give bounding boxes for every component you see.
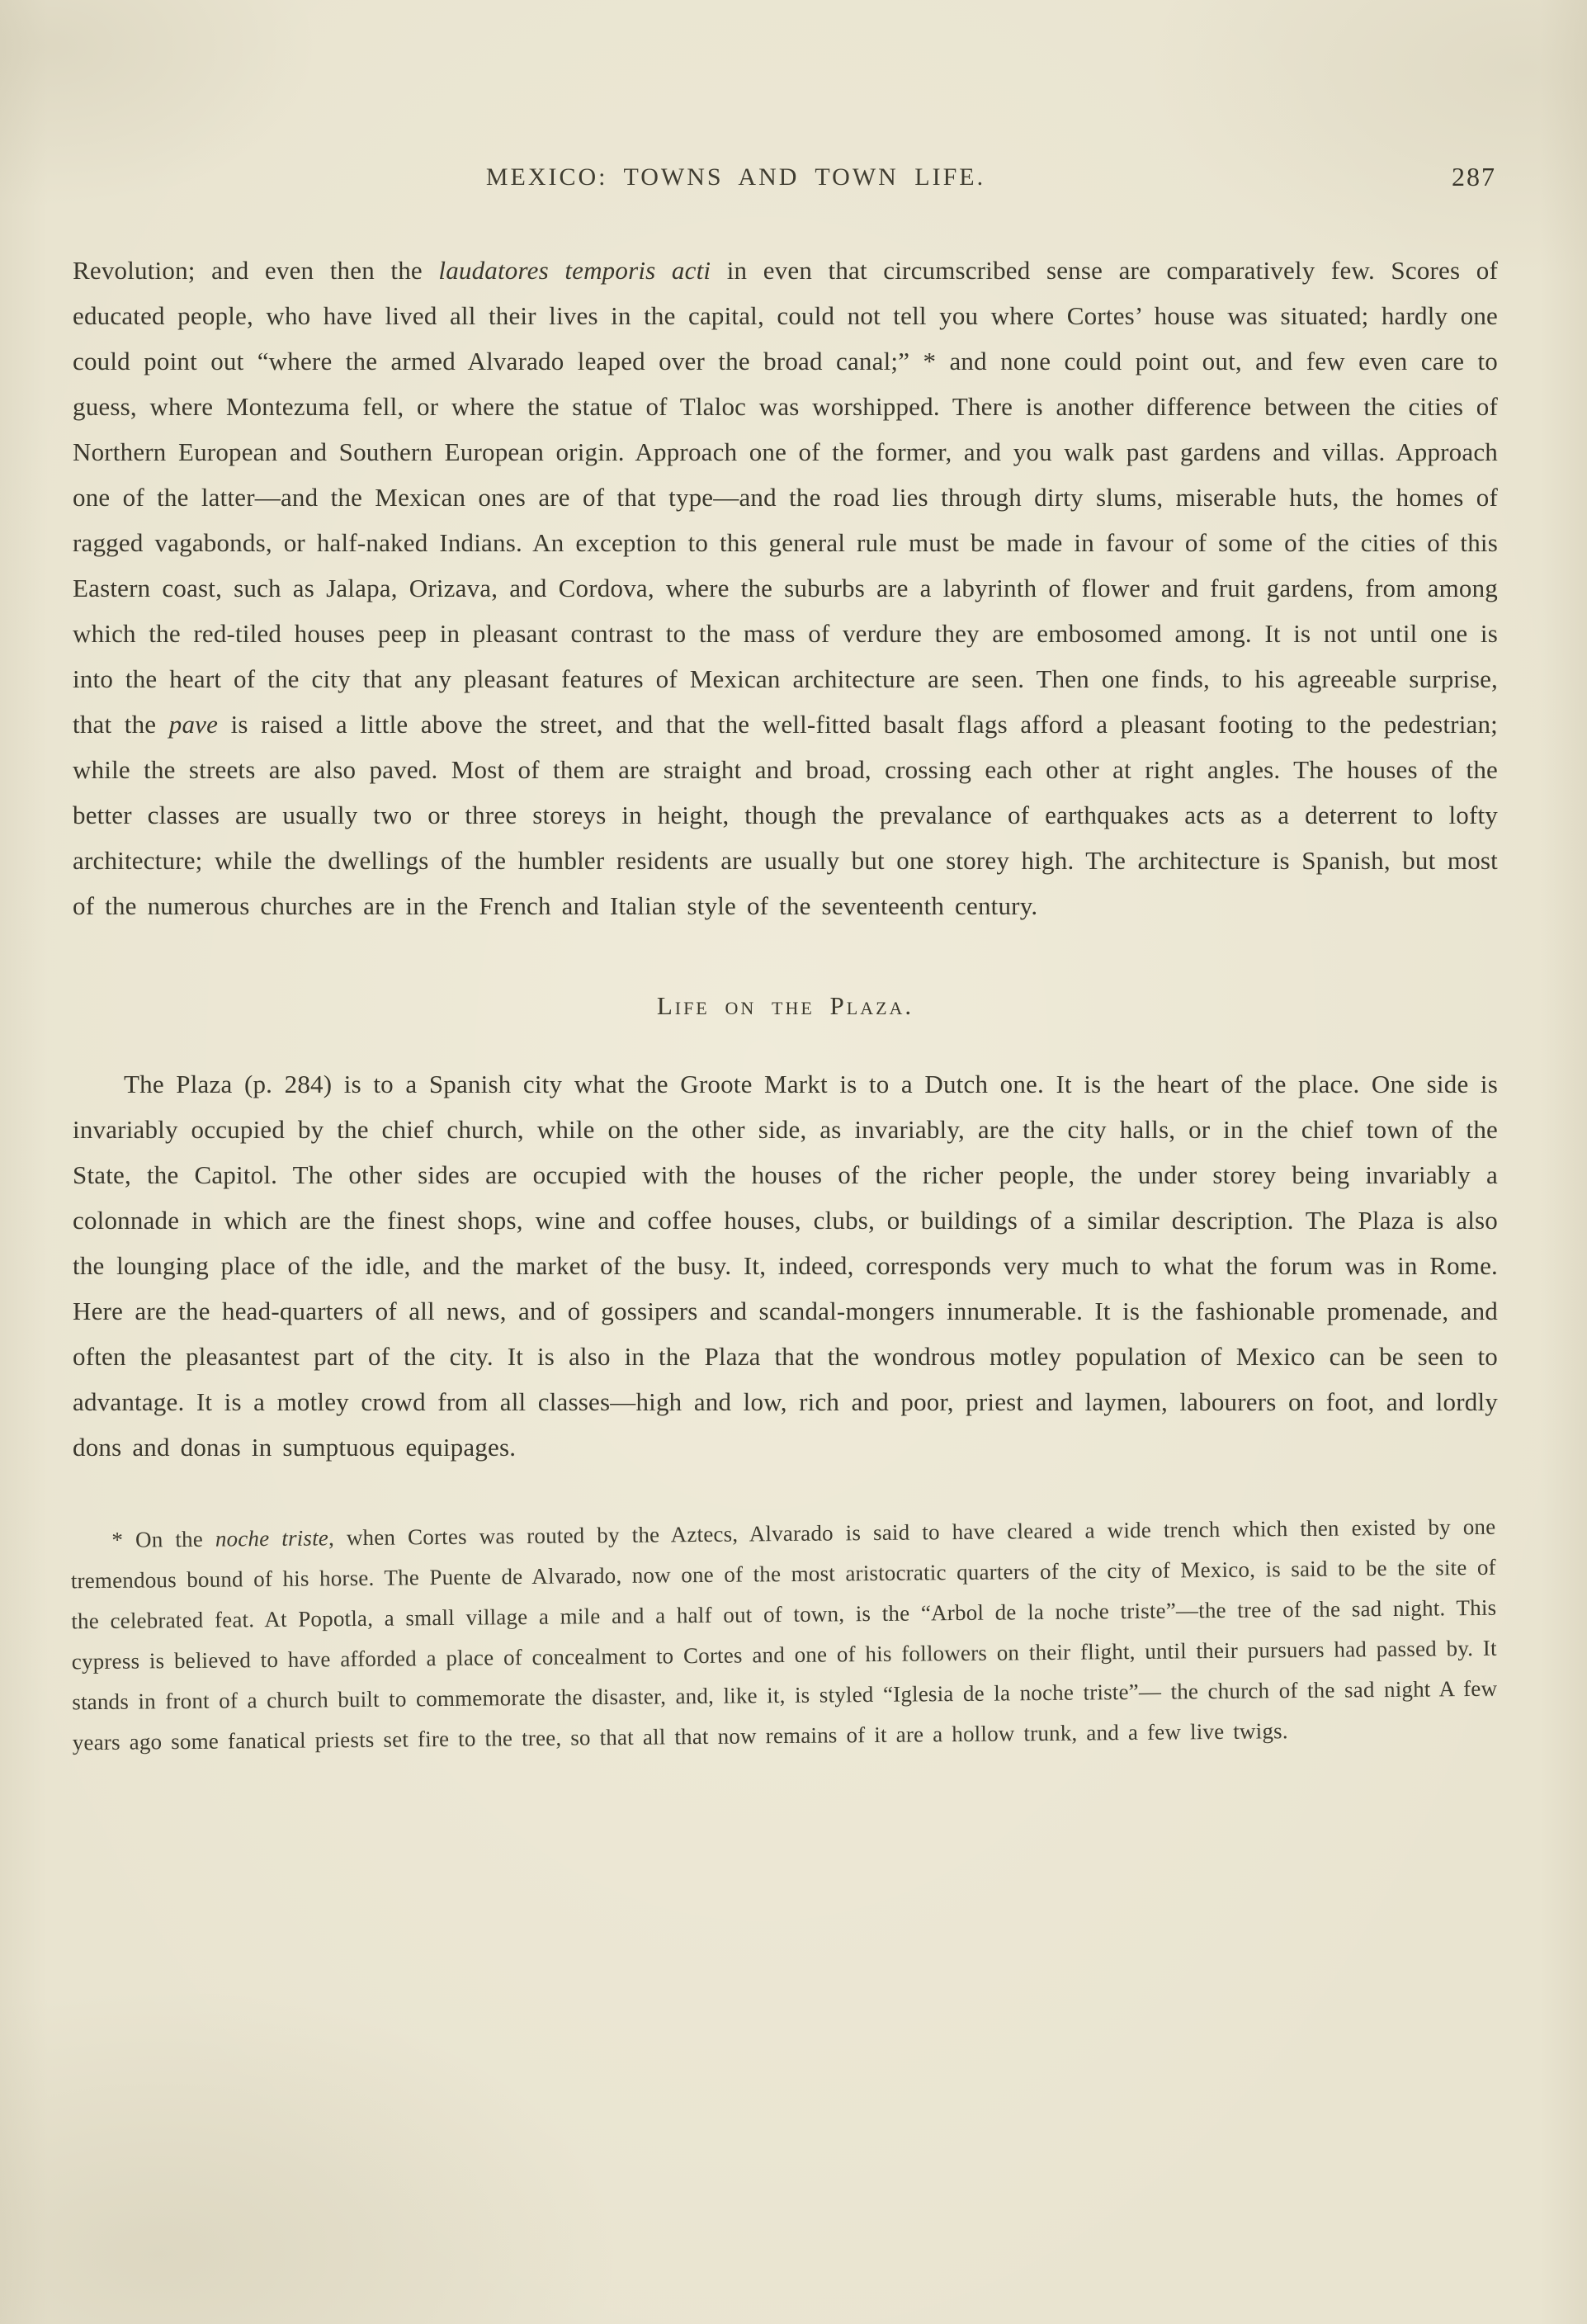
running-header-title: MEXICO: TOWNS AND TOWN LIFE. [485,163,986,191]
page-number: 287 [1452,162,1496,191]
page-body [70,248,1498,1762]
body-paragraph: The Plaza (p. 284) is to a Spanish city what the Groote Markt is to a Dutch one. It is the heart of the place. One side is invariably occupied by the chief church, while on the other side, as invariably, are the city halls, or in the chief town of the State, the Capitol. The other sides are occupied with the houses of the richer people, the under storey being invariably a colonnade in which are the finest shops, wine and coffee houses, clubs, or buildings of a similar description. The Plaza is also the lounging place of the idle, and the market of the busy. It, indeed, corresponds very much to what the forum was in Rome. Here are the head-quarters of all news, and of gossipers and scandal-mongers innumerable. It is the fashionable promenade, and often the pleasantest part of the city. It is also in the Plaza that the wondrous motley population of Mexico can be seen to advantage. It is a motley crowd from all classes—high and low, rich and poor, priest and laymen, labourers on foot, and lordly dons and donas in sumptuous equipages. [73,1070,1498,1462]
body-paragraph: Revolution; and even then the laudatores temporis acti in even that circumscribed sense are comparatively few. Scores of educated people, who have lived all their lives in the capital, could not tell you where Cortes’ house was situated; hardly one could point out “where the armed Alvarado leaped over the broad canal;” * and none could point out, and few even care to guess, where Montezuma fell, or where the statue of Tlaloc was worshipped. There is another difference between the cities of Northern European and Southern European origin. Approach one of the former, and you walk past gardens and villas. Approach one of the latter—and the Mexican ones are of that type—and the road lies through dirty slums, miserable huts, the homes of ragged vagabonds, or half-naked Indians. An exception to this general rule must be made in favour of some of the cities of this Eastern coast, such as Jalapa, Orizava, and Cordova, where the suburbs are a labyrinth of flower and fruit gardens, from among which the red-tiled houses peep in pleasant contrast to the mass of verdure they are embosomed among. It is not until one is into the heart of the city that any pleasant features of Mexican architecture are seen. Then one finds, to his agreeable surprise, that the pave is raised a little above the street, and that the well-fitted basalt flags afford a pleasant footing to the pedestrian; while the streets are also paved. Most of them are straight and broad, crossing each other at right angles. The houses of the better classes are usually two or three storeys in height, though the prevalance of earthquakes acts as a deterrent to lofty architecture; while the dwellings of the humbler residents are usually but one storey high. The architecture is Spanish, but most of the numerous churches are in the French and Italian style of the seventeenth century. [73,256,1498,920]
running-header [73,163,1498,201]
footnote: * On the noche triste, when Cortes was routed by the Aztecs, Alvarado is said to have cleared a wide trench which then existed by one tremendous bound of his horse. The Puente de Alvarado, now one of the most aristocratic quarters of the city of Mexico, is said to be the site of the celebrated feat. At Popotla, a small village a mile and a half out of town, is the “Arbol de la noche triste”—the tree of the sad night. This cypress is believed to have afforded a place of concealment to Cortes and one of his followers on their flight, until their pursuers had passed by. It stands in front of a church built to commemorate the disaster, and, like it, is styled “Iglesia de la noche triste”— the church of the sad night A few years ago some fanatical priests set fire to the tree, so that all that now remains of it are a hollow trunk, and a few live twigs. [70,1514,1498,1755]
section-heading: Life on the Plaza. [656,991,914,1020]
